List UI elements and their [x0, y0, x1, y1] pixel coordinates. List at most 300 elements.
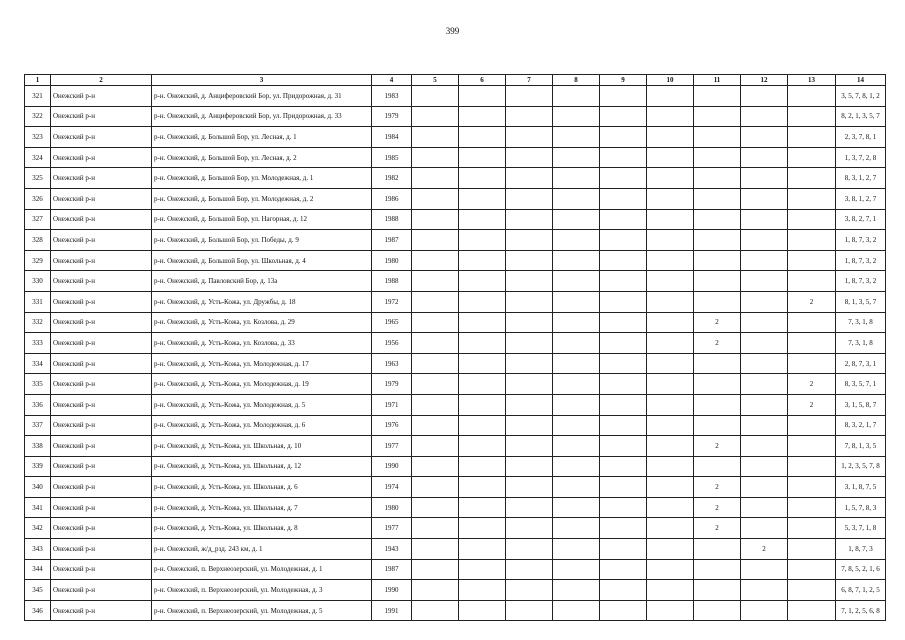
cell-col-3: р-н. Онежский, д. Усть-Кожа, ул. Школьная, д. 10 — [152, 436, 372, 457]
cell-col-10 — [647, 518, 694, 539]
cell-col-5 — [412, 600, 459, 621]
cell-col-5 — [412, 580, 459, 601]
cell-col-9 — [600, 106, 647, 127]
cell-col-5 — [412, 188, 459, 209]
cell-col-5 — [412, 539, 459, 560]
cell-col-7 — [506, 147, 553, 168]
cell-col-5 — [412, 559, 459, 580]
cell-col-13 — [788, 250, 836, 271]
cell-col-2: Онежский р-н — [51, 147, 152, 168]
cell-col-7 — [506, 168, 553, 189]
table-row — [25, 291, 886, 312]
cell-col-9 — [600, 497, 647, 518]
cell-col-13 — [788, 539, 836, 560]
cell-col-14: 8, 1, 3, 5, 7 — [836, 291, 886, 312]
cell-col-6 — [459, 600, 506, 621]
cell-col-10 — [647, 559, 694, 580]
cell-col-12 — [741, 209, 788, 230]
cell-col-13 — [788, 127, 836, 148]
cell-col-6 — [459, 374, 506, 395]
cell-col-11 — [694, 147, 741, 168]
cell-col-9 — [600, 271, 647, 292]
cell-col-8 — [553, 497, 600, 518]
cell-col-5 — [412, 127, 459, 148]
cell-col-12 — [741, 600, 788, 621]
cell-col-9 — [600, 456, 647, 477]
cell-col-10 — [647, 291, 694, 312]
cell-col-2: Онежский р-н — [51, 539, 152, 560]
cell-col-11: 2 — [694, 436, 741, 457]
cell-col-10 — [647, 600, 694, 621]
cell-col-3: р-н. Онежский, д. Усть-Кожа, ул. Молодежная, д. 6 — [152, 415, 372, 436]
cell-col-3: р-н. Онежский, п. Верхнеозерский, ул. Молодежная, д. 5 — [152, 600, 372, 621]
column-header-9: 9 — [600, 75, 647, 86]
cell-col-8 — [553, 147, 600, 168]
cell-col-6 — [459, 559, 506, 580]
cell-col-11 — [694, 580, 741, 601]
cell-col-7 — [506, 518, 553, 539]
cell-col-3: р-н. Онежский, д. Большой Бор, ул. Победы, д. 9 — [152, 230, 372, 251]
cell-col-8 — [553, 168, 600, 189]
cell-col-7 — [506, 353, 553, 374]
cell-col-10 — [647, 333, 694, 354]
cell-col-5 — [412, 353, 459, 374]
table-row — [25, 539, 886, 560]
cell-col-13 — [788, 415, 836, 436]
cell-col-4: 1986 — [372, 188, 412, 209]
cell-col-5 — [412, 86, 459, 107]
cell-col-9 — [600, 312, 647, 333]
cell-col-12 — [741, 147, 788, 168]
cell-col-1: 335 — [25, 374, 51, 395]
cell-col-3: р-н. Онежский, д. Усть-Кожа, ул. Школьная, д. 6 — [152, 477, 372, 498]
cell-col-5 — [412, 147, 459, 168]
cell-col-6 — [459, 106, 506, 127]
cell-col-3: р-н. Онежский, д. Большой Бор, ул. Лесная, д. 1 — [152, 127, 372, 148]
cell-col-2: Онежский р-н — [51, 580, 152, 601]
cell-col-3: р-н. Онежский, п. Верхнеозерский, ул. Молодежная, д. 3 — [152, 580, 372, 601]
cell-col-5 — [412, 250, 459, 271]
cell-col-8 — [553, 580, 600, 601]
cell-col-14: 1, 8, 7, 3, 2 — [836, 250, 886, 271]
cell-col-4: 1956 — [372, 333, 412, 354]
cell-col-14: 8, 3, 5, 7, 1 — [836, 374, 886, 395]
cell-col-2: Онежский р-н — [51, 394, 152, 415]
cell-col-9 — [600, 394, 647, 415]
table-row — [25, 271, 886, 292]
cell-col-3: р-н. Онежский, д. Усть-Кожа, ул. Молодежная, д. 17 — [152, 353, 372, 374]
cell-col-5 — [412, 456, 459, 477]
table-row — [25, 147, 886, 168]
cell-col-4: 1988 — [372, 271, 412, 292]
cell-col-4: 1971 — [372, 394, 412, 415]
cell-col-5 — [412, 333, 459, 354]
cell-col-10 — [647, 271, 694, 292]
cell-col-5 — [412, 271, 459, 292]
cell-col-13 — [788, 147, 836, 168]
cell-col-1: 328 — [25, 230, 51, 251]
cell-col-1: 336 — [25, 394, 51, 415]
cell-col-8 — [553, 250, 600, 271]
cell-col-9 — [600, 250, 647, 271]
cell-col-7 — [506, 374, 553, 395]
column-header-14: 14 — [836, 75, 886, 86]
cell-col-8 — [553, 477, 600, 498]
cell-col-1: 325 — [25, 168, 51, 189]
cell-col-4: 1987 — [372, 230, 412, 251]
cell-col-12 — [741, 497, 788, 518]
cell-col-10 — [647, 86, 694, 107]
cell-col-3: р-н. Онежский, д. Анциферовский Бор, ул. Придорожная, д. 31 — [152, 86, 372, 107]
cell-col-1: 332 — [25, 312, 51, 333]
cell-col-10 — [647, 456, 694, 477]
cell-col-3: р-н. Онежский, п. Верхнеозерский, ул. Молодежная, д. 1 — [152, 559, 372, 580]
cell-col-2: Онежский р-н — [51, 250, 152, 271]
cell-col-1: 341 — [25, 497, 51, 518]
cell-col-4: 1990 — [372, 580, 412, 601]
cell-col-8 — [553, 394, 600, 415]
table-row — [25, 580, 886, 601]
cell-col-6 — [459, 497, 506, 518]
cell-col-9 — [600, 127, 647, 148]
cell-col-13 — [788, 312, 836, 333]
cell-col-13 — [788, 477, 836, 498]
cell-col-9 — [600, 86, 647, 107]
cell-col-4: 1977 — [372, 518, 412, 539]
cell-col-12 — [741, 456, 788, 477]
cell-col-2: Онежский р-н — [51, 374, 152, 395]
cell-col-3: р-н. Онежский, д. Усть-Кожа, ул. Козлова, д. 33 — [152, 333, 372, 354]
cell-col-3: р-н. Онежский, д. Большой Бор, ул. Молодежная, д. 1 — [152, 168, 372, 189]
cell-col-7 — [506, 106, 553, 127]
cell-col-9 — [600, 291, 647, 312]
cell-col-5 — [412, 209, 459, 230]
cell-col-7 — [506, 86, 553, 107]
cell-col-2: Онежский р-н — [51, 559, 152, 580]
cell-col-5 — [412, 374, 459, 395]
cell-col-12 — [741, 291, 788, 312]
cell-col-11 — [694, 600, 741, 621]
cell-col-4: 1963 — [372, 353, 412, 374]
cell-col-12 — [741, 518, 788, 539]
cell-col-11 — [694, 291, 741, 312]
cell-col-1: 329 — [25, 250, 51, 271]
cell-col-2: Онежский р-н — [51, 188, 152, 209]
page-number: 399 — [445, 26, 460, 36]
cell-col-1: 326 — [25, 188, 51, 209]
cell-col-6 — [459, 188, 506, 209]
cell-col-10 — [647, 497, 694, 518]
cell-col-12 — [741, 271, 788, 292]
cell-col-6 — [459, 168, 506, 189]
cell-col-6 — [459, 477, 506, 498]
cell-col-7 — [506, 250, 553, 271]
cell-col-8 — [553, 188, 600, 209]
cell-col-12 — [741, 188, 788, 209]
cell-col-2: Онежский р-н — [51, 415, 152, 436]
cell-col-2: Онежский р-н — [51, 127, 152, 148]
cell-col-2: Онежский р-н — [51, 312, 152, 333]
cell-col-2: Онежский р-н — [51, 291, 152, 312]
cell-col-7 — [506, 394, 553, 415]
cell-col-10 — [647, 188, 694, 209]
cell-col-8 — [553, 86, 600, 107]
table-row — [25, 250, 886, 271]
cell-col-4: 1974 — [372, 477, 412, 498]
cell-col-7 — [506, 415, 553, 436]
table-row — [25, 86, 886, 107]
table-row — [25, 333, 886, 354]
cell-col-12 — [741, 86, 788, 107]
cell-col-8 — [553, 456, 600, 477]
cell-col-7 — [506, 539, 553, 560]
table-row — [25, 456, 886, 477]
cell-col-9 — [600, 209, 647, 230]
cell-col-11 — [694, 374, 741, 395]
cell-col-10 — [647, 127, 694, 148]
column-header-6: 6 — [459, 75, 506, 86]
cell-col-2: Онежский р-н — [51, 600, 152, 621]
table-row — [25, 600, 886, 621]
cell-col-5 — [412, 497, 459, 518]
cell-col-11 — [694, 106, 741, 127]
cell-col-4: 1991 — [372, 600, 412, 621]
cell-col-2: Онежский р-н — [51, 168, 152, 189]
table-row — [25, 188, 886, 209]
cell-col-3: р-н. Онежский, д. Большой Бор, ул. Лесная, д. 2 — [152, 147, 372, 168]
cell-col-13 — [788, 230, 836, 251]
cell-col-11 — [694, 86, 741, 107]
cell-col-8 — [553, 127, 600, 148]
cell-col-2: Онежский р-н — [51, 456, 152, 477]
cell-col-1: 322 — [25, 106, 51, 127]
cell-col-13 — [788, 106, 836, 127]
cell-col-11 — [694, 353, 741, 374]
cell-col-1: 324 — [25, 147, 51, 168]
cell-col-14: 1, 3, 7, 2, 8 — [836, 147, 886, 168]
cell-col-7 — [506, 497, 553, 518]
cell-col-9 — [600, 168, 647, 189]
cell-col-8 — [553, 436, 600, 457]
cell-col-12 — [741, 127, 788, 148]
cell-col-1: 333 — [25, 333, 51, 354]
cell-col-4: 1980 — [372, 497, 412, 518]
column-header-4: 4 — [372, 75, 412, 86]
cell-col-7 — [506, 600, 553, 621]
cell-col-9 — [600, 518, 647, 539]
cell-col-3: р-н. Онежский, д. Большой Бор, ул. Нагорная, д. 12 — [152, 209, 372, 230]
cell-col-6 — [459, 436, 506, 457]
cell-col-6 — [459, 147, 506, 168]
table-row — [25, 209, 886, 230]
cell-col-13 — [788, 456, 836, 477]
cell-col-6 — [459, 312, 506, 333]
cell-col-6 — [459, 86, 506, 107]
register-table — [24, 74, 886, 621]
cell-col-2: Онежский р-н — [51, 518, 152, 539]
cell-col-3: р-н. Онежский, д. Павловский Бор, д. 13а — [152, 271, 372, 292]
cell-col-5 — [412, 518, 459, 539]
cell-col-9 — [600, 436, 647, 457]
cell-col-11: 2 — [694, 477, 741, 498]
cell-col-7 — [506, 477, 553, 498]
cell-col-6 — [459, 291, 506, 312]
cell-col-1: 330 — [25, 271, 51, 292]
cell-col-8 — [553, 415, 600, 436]
cell-col-13 — [788, 353, 836, 374]
cell-col-3: р-н. Онежский, ж/д_рзд. 243 км, д. 1 — [152, 539, 372, 560]
cell-col-10 — [647, 539, 694, 560]
cell-col-14: 1, 5, 7, 8, 3 — [836, 497, 886, 518]
cell-col-12 — [741, 436, 788, 457]
table-row — [25, 477, 886, 498]
cell-col-9 — [600, 580, 647, 601]
cell-col-8 — [553, 353, 600, 374]
cell-col-11 — [694, 559, 741, 580]
cell-col-14: 3, 8, 2, 7, 1 — [836, 209, 886, 230]
cell-col-7 — [506, 209, 553, 230]
cell-col-12 — [741, 559, 788, 580]
cell-col-6 — [459, 271, 506, 292]
cell-col-7 — [506, 559, 553, 580]
cell-col-14: 3, 8, 1, 2, 7 — [836, 188, 886, 209]
header-row — [25, 75, 886, 86]
cell-col-4: 1976 — [372, 415, 412, 436]
cell-col-9 — [600, 600, 647, 621]
cell-col-10 — [647, 312, 694, 333]
cell-col-14: 2, 3, 7, 8, 1 — [836, 127, 886, 148]
table-row — [25, 230, 886, 251]
cell-col-12 — [741, 415, 788, 436]
cell-col-11 — [694, 539, 741, 560]
cell-col-1: 321 — [25, 86, 51, 107]
table-row — [25, 436, 886, 457]
cell-col-4: 1965 — [372, 312, 412, 333]
cell-col-3: р-н. Онежский, д. Усть-Кожа, ул. Козлова, д. 29 — [152, 312, 372, 333]
cell-col-4: 1982 — [372, 168, 412, 189]
cell-col-1: 343 — [25, 539, 51, 560]
cell-col-10 — [647, 147, 694, 168]
cell-col-4: 1943 — [372, 539, 412, 560]
cell-col-3: р-н. Онежский, д. Анциферовский Бор, ул. Придорожная, д. 33 — [152, 106, 372, 127]
cell-col-14: 1, 8, 7, 3 — [836, 539, 886, 560]
cell-col-8 — [553, 559, 600, 580]
cell-col-14: 7, 3, 1, 8 — [836, 312, 886, 333]
cell-col-14: 6, 8, 7, 1, 2, 5 — [836, 580, 886, 601]
table-row — [25, 559, 886, 580]
cell-col-12: 2 — [741, 539, 788, 560]
cell-col-4: 1984 — [372, 127, 412, 148]
cell-col-12 — [741, 168, 788, 189]
column-header-13: 13 — [788, 75, 836, 86]
column-header-7: 7 — [506, 75, 553, 86]
cell-col-1: 340 — [25, 477, 51, 498]
cell-col-12 — [741, 333, 788, 354]
cell-col-4: 1990 — [372, 456, 412, 477]
cell-col-6 — [459, 353, 506, 374]
cell-col-13: 2 — [788, 374, 836, 395]
cell-col-10 — [647, 168, 694, 189]
cell-col-3: р-н. Онежский, д. Усть-Кожа, ул. Школьная, д. 8 — [152, 518, 372, 539]
cell-col-5 — [412, 230, 459, 251]
cell-col-14: 7, 8, 5, 2, 1, 6 — [836, 559, 886, 580]
cell-col-11: 2 — [694, 518, 741, 539]
table-row — [25, 394, 886, 415]
column-header-12: 12 — [741, 75, 788, 86]
cell-col-11 — [694, 168, 741, 189]
cell-col-1: 342 — [25, 518, 51, 539]
cell-col-5 — [412, 394, 459, 415]
cell-col-1: 323 — [25, 127, 51, 148]
cell-col-4: 1985 — [372, 147, 412, 168]
column-header-1: 1 — [25, 75, 51, 86]
cell-col-1: 334 — [25, 353, 51, 374]
cell-col-10 — [647, 106, 694, 127]
cell-col-1: 331 — [25, 291, 51, 312]
cell-col-13 — [788, 333, 836, 354]
cell-col-14: 2, 8, 7, 3, 1 — [836, 353, 886, 374]
cell-col-12 — [741, 580, 788, 601]
table-row — [25, 168, 886, 189]
cell-col-10 — [647, 580, 694, 601]
cell-col-6 — [459, 250, 506, 271]
cell-col-11 — [694, 230, 741, 251]
cell-col-2: Онежский р-н — [51, 86, 152, 107]
cell-col-8 — [553, 600, 600, 621]
cell-col-9 — [600, 477, 647, 498]
cell-col-9 — [600, 333, 647, 354]
cell-col-8 — [553, 209, 600, 230]
cell-col-4: 1977 — [372, 436, 412, 457]
cell-col-10 — [647, 209, 694, 230]
cell-col-2: Онежский р-н — [51, 497, 152, 518]
cell-col-13 — [788, 209, 836, 230]
cell-col-9 — [600, 230, 647, 251]
cell-col-10 — [647, 394, 694, 415]
cell-col-1: 337 — [25, 415, 51, 436]
cell-col-14: 1, 8, 7, 3, 2 — [836, 271, 886, 292]
cell-col-11 — [694, 250, 741, 271]
cell-col-12 — [741, 312, 788, 333]
cell-col-14: 5, 3, 7, 1, 8 — [836, 518, 886, 539]
cell-col-10 — [647, 415, 694, 436]
cell-col-11: 2 — [694, 333, 741, 354]
cell-col-4: 1980 — [372, 250, 412, 271]
cell-col-10 — [647, 436, 694, 457]
cell-col-4: 1983 — [372, 86, 412, 107]
cell-col-2: Онежский р-н — [51, 353, 152, 374]
cell-col-11 — [694, 271, 741, 292]
cell-col-1: 327 — [25, 209, 51, 230]
table-row — [25, 353, 886, 374]
cell-col-11: 2 — [694, 497, 741, 518]
cell-col-8 — [553, 291, 600, 312]
cell-col-2: Онежский р-н — [51, 106, 152, 127]
cell-col-11 — [694, 209, 741, 230]
cell-col-5 — [412, 291, 459, 312]
cell-col-7 — [506, 271, 553, 292]
cell-col-14: 8, 3, 2, 1, 7 — [836, 415, 886, 436]
cell-col-11 — [694, 188, 741, 209]
cell-col-7 — [506, 230, 553, 251]
cell-col-6 — [459, 127, 506, 148]
cell-col-6 — [459, 415, 506, 436]
cell-col-7 — [506, 580, 553, 601]
table-row — [25, 106, 886, 127]
cell-col-4: 1988 — [372, 209, 412, 230]
cell-col-14: 3, 5, 7, 8, 1, 2 — [836, 86, 886, 107]
cell-col-13 — [788, 559, 836, 580]
